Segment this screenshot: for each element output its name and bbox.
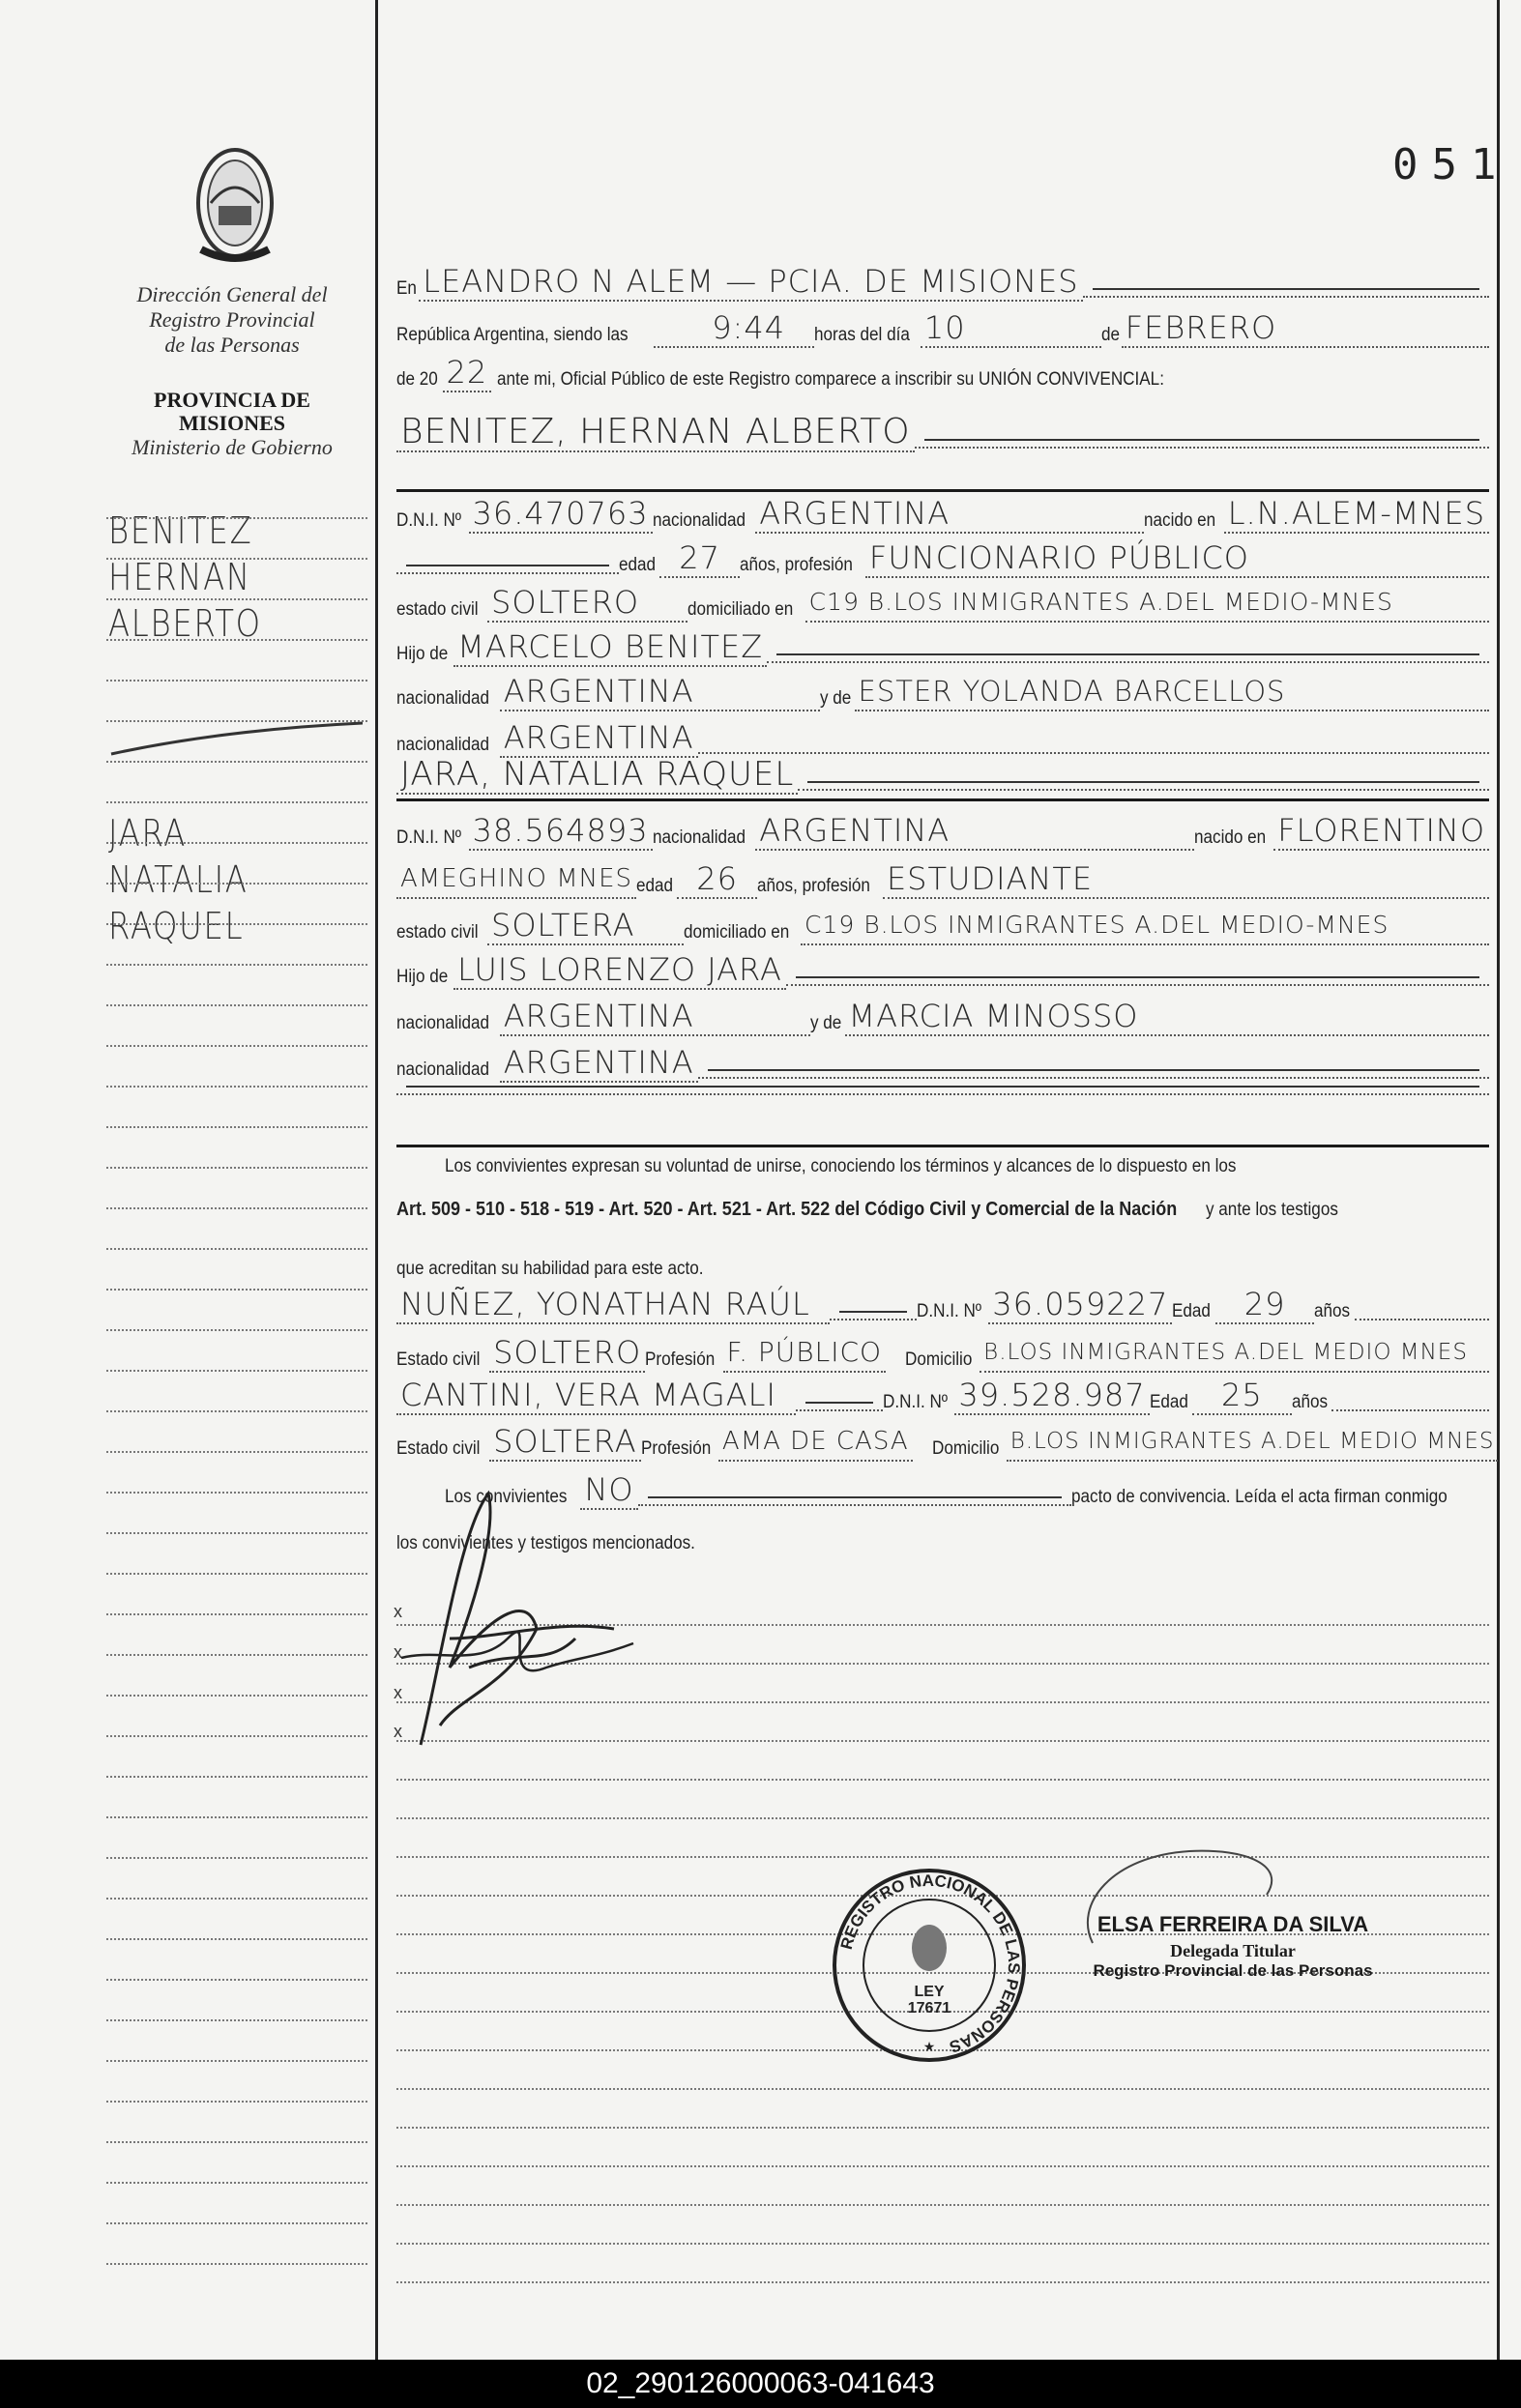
margin-ruled-line: [106, 801, 367, 803]
person2-mother-row: [396, 998, 1489, 1036]
person1-dni-row: [396, 495, 1489, 534]
witness-name: NUÑEZ, YONATHAN RAÚL: [396, 1286, 830, 1324]
label: nacionalidad: [396, 688, 490, 709]
label: ante mi, Oficial Público de este Registro comparece a inscribir su UNIÓN CONVIVENCIAL:: [497, 369, 1165, 390]
leader: [786, 983, 1489, 986]
registry-name: [97, 282, 367, 358]
margin-ruled-line: [106, 2182, 367, 2184]
svg-text:REGISTRO NACIONAL DE LAS PERSO: REGISTRO NACIONAL DE LAS PERSONAS: [836, 1871, 1024, 2057]
province-name: [97, 389, 367, 460]
label: República Argentina, siendo las: [396, 325, 629, 345]
civil-status-field: SOLTERA: [489, 1423, 641, 1462]
margin-ruled-line: [106, 1410, 367, 1412]
body-ruled-line: [396, 1779, 1489, 1781]
margin-ruled-line: [106, 1451, 367, 1453]
person2-name-row: [396, 756, 1489, 795]
birthplace-field: FLORENTINO: [1273, 812, 1489, 851]
hour-field: 9:44: [654, 309, 814, 348]
body-ruled-line: [396, 2088, 1489, 2090]
declaration-line-2: [396, 1199, 1489, 1223]
leader: [638, 1503, 1071, 1506]
declaration-line-3: [396, 1259, 1489, 1282]
closing-text: los convivientes y testigos mencionados.: [396, 1533, 695, 1553]
margin-ruled-line: [106, 883, 367, 885]
margin-name-2: [108, 810, 249, 949]
age-field: 29: [1215, 1286, 1315, 1324]
margin-ruled-line: [106, 1167, 367, 1169]
margin-ruled-line: [106, 1329, 367, 1331]
label: horas del día: [814, 325, 910, 345]
nationality-field: ARGENTINA: [500, 719, 698, 758]
margin-ruled-line: [106, 558, 367, 560]
right-border: [1497, 0, 1500, 2360]
margin-ruled-line: [106, 1370, 367, 1372]
address-field: B.LOS INMIGRANTES A.DEL MEDIO MNES: [1007, 1423, 1499, 1462]
label: Domicilio: [931, 1438, 999, 1459]
margin-ruled-line: [106, 1898, 367, 1900]
leader: [915, 446, 1489, 449]
person1-age-row: [396, 539, 1489, 578]
label: años, profesión: [740, 555, 853, 575]
section-divider: [396, 489, 1489, 492]
profession-field: FUNCIONARIO PÚBLICO: [865, 539, 1489, 578]
profession-field: F. PÚBLICO: [723, 1334, 887, 1373]
year-row: [396, 354, 1489, 392]
person2-dni-row: [396, 812, 1489, 851]
province-line: MISIONES: [178, 411, 286, 435]
person1-mother-nat-row: [396, 719, 1489, 758]
body-ruled-line: [396, 1817, 1489, 1819]
label: edad: [619, 555, 657, 575]
svg-text:x: x: [394, 1602, 402, 1621]
label: Estado civil: [396, 1349, 481, 1370]
margin-ruled-line: [106, 1532, 367, 1534]
margin-ruled-line: [106, 2101, 367, 2103]
label: nacionalidad: [396, 1059, 490, 1080]
person1-name-row: [396, 414, 1489, 452]
label: Profesión: [640, 1438, 711, 1459]
dni-field: 39.528.987: [954, 1377, 1149, 1415]
label: Profesión: [645, 1349, 716, 1370]
margin-name-line: JARA: [108, 812, 188, 855]
svg-text:★: ★: [922, 2039, 936, 2054]
articles-text: Art. 509 - 510 - 518 - 519 - Art. 520 - Art. 521 - Art. 522 del Código Civil y Comercial de la Nación: [396, 1199, 1178, 1220]
person1-name: BENITEZ, HERNAN ALBERTO: [396, 414, 915, 452]
time-row: [396, 309, 1489, 348]
mother-field: ESTER YOLANDA BARCELLOS: [855, 673, 1489, 711]
margin-ruled-line: [106, 761, 367, 763]
birthplace-field: L.N.ALEM-MNES: [1224, 495, 1489, 534]
label: pacto de convivencia. Leída el acta firman conmigo: [1071, 1487, 1448, 1507]
label: En: [396, 278, 417, 299]
margin-name-line: ALBERTO: [108, 602, 262, 645]
leader: [1083, 295, 1489, 298]
declaration-line-1: [396, 1156, 1489, 1179]
margin-ruled-line: [106, 517, 367, 519]
margin-ruled-line: [106, 598, 367, 600]
margin-ruled-line: [106, 1289, 367, 1291]
label: Edad: [1149, 1392, 1188, 1412]
signatures: [382, 1474, 672, 1764]
margin-ruled-line: [106, 720, 367, 722]
leader: [1355, 1318, 1489, 1320]
margin-ruled-line: [106, 1207, 367, 1209]
label: de 20: [396, 369, 438, 390]
label: domiciliado en: [687, 599, 794, 620]
pact-field: NO: [580, 1471, 637, 1510]
person2-name: JARA, NATALIA RAQUEL: [396, 756, 798, 795]
margin-name-line: NATALIA: [108, 858, 249, 901]
nationality-field: ARGENTINA: [755, 812, 1194, 851]
margin-ruled-line: [106, 1126, 367, 1128]
day-field: 10: [921, 309, 1101, 348]
province-line: PROVINCIA DE: [154, 388, 310, 412]
label: Hijo de: [396, 644, 449, 664]
margin-ruled-line: [106, 2019, 367, 2021]
label: D.N.I. Nº: [396, 510, 462, 531]
margin-ruled-line: [106, 964, 367, 966]
dni-field: 36.470763: [469, 495, 653, 534]
body-ruled-line: [396, 2281, 1489, 2283]
margin-ruled-line: [106, 1857, 367, 1859]
person2-civil-row: [396, 907, 1489, 945]
margin-ruled-line: [106, 1573, 367, 1575]
svg-text:x: x: [394, 1642, 402, 1662]
label: nacido en: [1193, 827, 1266, 848]
label: Hijo de: [396, 967, 449, 987]
body-ruled-line: [396, 2165, 1489, 2167]
margin-name-line: RAQUEL: [108, 905, 245, 947]
label: y de: [809, 1013, 841, 1033]
org-line: Registro Provincial: [149, 307, 315, 332]
margin-ruled-line: [106, 1695, 367, 1697]
svg-text:x: x: [394, 1722, 402, 1741]
father-field: LUIS LORENZO JARA: [453, 951, 786, 990]
declaration-text: que acreditan su habilidad para este acto.: [396, 1259, 704, 1279]
witness1-details-row: [396, 1334, 1489, 1373]
body-ruled-line: [396, 2127, 1489, 2129]
label: nacionalidad: [396, 1013, 490, 1033]
label: D.N.I. Nº: [882, 1392, 948, 1412]
label: Domicilio: [905, 1349, 973, 1370]
leader: [698, 1076, 1489, 1079]
leader: [798, 788, 1489, 791]
leader: [396, 571, 619, 574]
label: de: [1100, 325, 1120, 345]
margin-ruled-line: [106, 1613, 367, 1615]
address-field: C19 B.LOS INMIGRANTES A.DEL MEDIO-MNES: [801, 907, 1489, 945]
margin-ruled-line: [106, 923, 367, 925]
official-role: Delegada Titular: [1170, 1941, 1296, 1960]
label: D.N.I. Nº: [396, 827, 462, 848]
margin-strike-curve: [106, 715, 367, 764]
label: nacionalidad: [396, 735, 490, 755]
org-line: Dirección General del: [136, 282, 328, 306]
person2-mother-nat-row: [396, 1044, 1489, 1083]
margin-ruled-line: [106, 1248, 367, 1250]
margin-ruled-line: [106, 1816, 367, 1818]
profession-field: ESTUDIANTE: [883, 860, 1489, 899]
blank-row: [396, 1092, 1489, 1099]
dni-field: 38.564893: [469, 812, 653, 851]
margin-ruled-line: [106, 2141, 367, 2143]
profession-field: AMA DE CASA: [718, 1423, 913, 1462]
place-row: [396, 263, 1489, 302]
margin-ruled-line: [106, 1004, 367, 1006]
label: Estado civil: [396, 1438, 481, 1459]
margin-ruled-line: [106, 1654, 367, 1656]
document-id-footer: 02_290126000063-041643: [0, 2360, 1521, 2408]
person2-age-row: [396, 860, 1489, 899]
leader: [1331, 1408, 1489, 1411]
label: nacionalidad: [652, 510, 746, 531]
label: edad: [636, 876, 674, 896]
margin-ruled-line: [106, 1045, 367, 1047]
age-field: 27: [659, 539, 740, 578]
body-ruled-line: [396, 2243, 1489, 2245]
year-field: 22: [443, 354, 492, 392]
label: años: [1291, 1392, 1328, 1412]
witness-name: CANTINI, VERA MAGALI: [396, 1377, 796, 1415]
witness2-details-row: [396, 1423, 1495, 1462]
person1-father-row: [396, 628, 1489, 667]
section-divider: [396, 1145, 1489, 1147]
label: domiciliado en: [683, 922, 789, 943]
margin-name-line: BENITEZ: [108, 509, 253, 552]
margin-ruled-line: [106, 2263, 367, 2265]
label: D.N.I. Nº: [916, 1301, 981, 1321]
leader: [830, 1318, 917, 1320]
province-seal-logo: [182, 143, 288, 269]
label: Edad: [1172, 1301, 1212, 1321]
margin-ruled-line: [106, 639, 367, 641]
father-field: MARCELO BENITEZ: [453, 628, 767, 667]
svg-text:LEY: LEY: [914, 1984, 945, 2000]
birthplace-continued: AMEGHINO MNES: [396, 860, 636, 899]
civil-status-field: SOLTERO: [489, 1334, 645, 1373]
leader: [396, 1092, 1489, 1095]
page-number: 051: [1392, 140, 1510, 189]
label: y de: [819, 688, 851, 709]
margin-ruled-line: [106, 1938, 367, 1940]
registry-stamp: [830, 1866, 1029, 2065]
leader: [767, 660, 1489, 663]
leader: [698, 751, 1489, 754]
margin-ruled-line: [106, 2060, 367, 2062]
civil-status-field: SOLTERA: [487, 907, 684, 945]
address-field: C19 B.LOS INMIGRANTES A.DEL MEDIO-MNES: [805, 584, 1489, 623]
nationality-field: ARGENTINA: [500, 998, 810, 1036]
witness2-row: [396, 1377, 1489, 1415]
nationality-field: ARGENTINA: [500, 673, 820, 711]
ministry-line: Ministerio de Gobierno: [132, 435, 333, 459]
margin-ruled-line: [106, 2222, 367, 2224]
label: nacionalidad: [652, 827, 746, 848]
official-name: ELSA FERREIRA DA SILVA: [1097, 1912, 1369, 1936]
nationality-field: ARGENTINA: [755, 495, 1144, 534]
leader: [796, 1408, 883, 1411]
label: nacido en: [1144, 510, 1216, 531]
margin-name-1: [108, 508, 262, 647]
age-field: 26: [677, 860, 757, 899]
margin-divider: [375, 0, 378, 2360]
margin-ruled-line: [106, 1492, 367, 1494]
margin-ruled-line: [106, 1776, 367, 1778]
margin-name-line: HERNAN: [108, 556, 251, 598]
svg-text:17671: 17671: [907, 2000, 951, 2016]
margin-ruled-line: [106, 842, 367, 844]
svg-text:x: x: [394, 1683, 402, 1702]
label: años, profesión: [757, 876, 870, 896]
person1-civil-row: [396, 584, 1489, 623]
margin-ruled-line: [106, 680, 367, 682]
label: años: [1314, 1301, 1351, 1321]
person1-mother-row: [396, 673, 1489, 711]
margin-ruled-line: [106, 1979, 367, 1981]
org-line: de las Personas: [164, 333, 300, 357]
place-field: LEANDRO N ALEM — PCIA. DE MISIONES: [419, 263, 1082, 302]
declaration-text: y ante los testigos: [1205, 1200, 1338, 1220]
label: estado civil: [396, 599, 479, 620]
address-field: B.LOS INMIGRANTES A.DEL MEDIO MNES: [980, 1334, 1489, 1373]
mother-field: MARCIA MINOSSO: [845, 998, 1489, 1036]
declaration-text: Los convivientes expresan su voluntad de unirse, conociendo los términos y alcances de lo dispuesto en los: [445, 1156, 1237, 1176]
margin-ruled-line: [106, 1735, 367, 1737]
label: Los convivientes: [445, 1487, 568, 1507]
official-block: [1073, 1912, 1392, 1981]
age-field: 25: [1192, 1377, 1292, 1415]
dni-field: 36.059227: [988, 1286, 1172, 1324]
nationality-field: ARGENTINA: [500, 1044, 698, 1083]
month-field: FEBRERO: [1122, 309, 1489, 348]
official-office: Registro Provincial de las Personas: [1093, 1961, 1373, 1980]
label: estado civil: [396, 922, 479, 943]
civil-status-field: SOLTERO: [487, 584, 687, 623]
witness1-row: [396, 1286, 1489, 1324]
margin-ruled-line: [106, 1086, 367, 1088]
person2-father-row: [396, 951, 1489, 990]
section-divider: [396, 798, 1489, 801]
body-ruled-line: [396, 2204, 1489, 2206]
